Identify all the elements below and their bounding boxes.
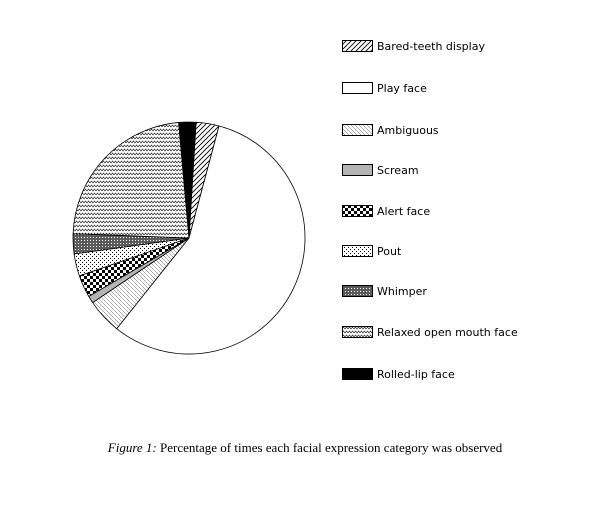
legend-label: Play face: [377, 81, 427, 95]
legend-item-pout: [342, 243, 401, 259]
legend-label: Bared-teeth display: [377, 39, 485, 53]
legend-item-alert-face: [342, 203, 430, 219]
legend-swatch: [342, 164, 373, 176]
legend-swatch: [342, 368, 373, 380]
legend-swatch: [342, 124, 373, 136]
legend-swatch: [342, 245, 373, 257]
legend-item-rolled-lip-face: [342, 366, 455, 382]
legend-label: Whimper: [377, 284, 427, 298]
legend-swatch: [342, 40, 373, 52]
legend-label: Ambiguous: [377, 123, 439, 137]
legend-item-ambiguous: [342, 122, 439, 138]
caption-text: Percentage of times each facial expression category was observed: [156, 440, 503, 455]
legend-item-play-face: [342, 80, 427, 96]
legend-swatch: [342, 82, 373, 94]
legend-swatch: [342, 326, 373, 338]
figure-caption: [0, 440, 610, 456]
legend-label: Relaxed open mouth face: [377, 325, 518, 339]
legend-item-whimper: [342, 283, 427, 299]
caption-figure-label: Figure 1:: [107, 440, 157, 455]
legend-label: Rolled-lip face: [377, 367, 455, 381]
legend-item-bared-teeth-display: [342, 38, 485, 54]
legend-item-scream: [342, 162, 419, 178]
pie-slice-relaxed-open-mouth-face: [73, 122, 189, 238]
legend-label: Scream: [377, 163, 419, 177]
legend-label: Alert face: [377, 204, 431, 218]
legend-swatch: [342, 285, 373, 297]
legend-item-relaxed-open-mouth-face: [342, 324, 518, 340]
legend-swatch: [342, 205, 373, 217]
legend-label: Pout: [377, 244, 402, 258]
